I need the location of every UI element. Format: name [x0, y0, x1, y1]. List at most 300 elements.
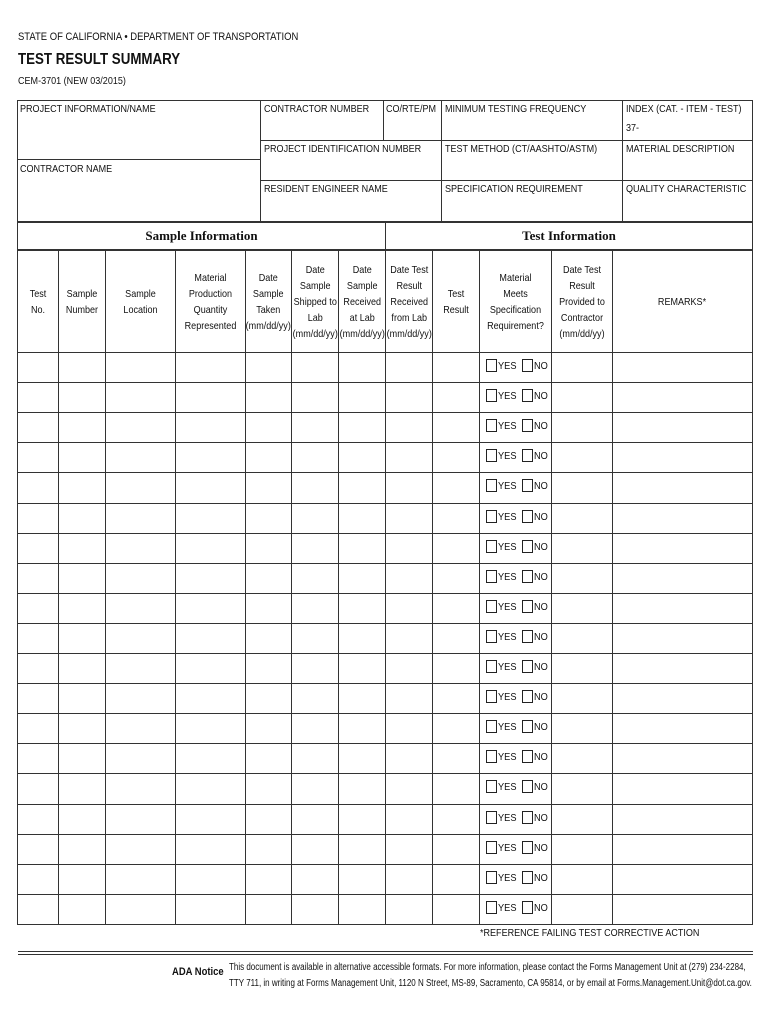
grid-cell-test-no[interactable]	[17, 623, 59, 654]
grid-cell-test-no[interactable]	[17, 894, 59, 925]
grid-cell-test-result[interactable]	[432, 864, 480, 895]
grid-cell-sample-location[interactable]	[105, 623, 176, 654]
grid-cell-sample-location[interactable]	[105, 773, 176, 805]
test-method-label: TEST METHOD (CT/AASHTO/ASTM)	[445, 143, 598, 155]
grid-cell-test-result[interactable]	[432, 352, 480, 383]
grid-cell-sample-number[interactable]	[58, 382, 106, 413]
yes-checkbox[interactable]	[486, 449, 497, 462]
grid-cell-date-sample-taken[interactable]	[245, 442, 292, 473]
grid-cell-date-received-lab[interactable]	[338, 773, 386, 805]
grid-cell-sample-number[interactable]	[58, 683, 106, 714]
grid-cell-material-quantity[interactable]	[175, 864, 246, 895]
grid-cell-test-no[interactable]	[17, 352, 59, 383]
grid-cell-sample-number[interactable]	[58, 352, 106, 383]
grid-cell-test-result[interactable]	[432, 834, 480, 865]
no-label: NO	[534, 901, 548, 914]
grid-cell-date-provided[interactable]	[551, 804, 613, 835]
no-checkbox[interactable]	[522, 389, 533, 402]
grid-cell-test-no[interactable]	[17, 563, 59, 594]
grid-cell-date-provided[interactable]	[551, 623, 613, 654]
spec-checkbox-group	[486, 841, 553, 854]
no-label: NO	[534, 871, 548, 884]
grid-cell-date-result-received[interactable]	[385, 864, 433, 895]
grid-cell-date-shipped[interactable]	[291, 503, 339, 534]
grid-cell-date-provided[interactable]	[551, 773, 613, 805]
grid-cell-sample-location[interactable]	[105, 683, 176, 714]
grid-cell-test-no[interactable]	[17, 472, 59, 504]
grid-cell-material-quantity[interactable]	[175, 743, 246, 774]
yes-checkbox[interactable]	[486, 479, 497, 492]
grid-cell-sample-location[interactable]	[105, 804, 176, 835]
grid-cell-sample-location[interactable]	[105, 382, 176, 413]
grid-cell-test-no[interactable]	[17, 442, 59, 473]
grid-cell-date-sample-taken[interactable]	[245, 472, 292, 504]
material-description-label: MATERIAL DESCRIPTION	[626, 143, 735, 155]
yes-label: YES	[498, 449, 517, 462]
no-label: NO	[534, 720, 548, 733]
grid-cell-date-result-received[interactable]	[385, 804, 433, 835]
grid-cell-test-no[interactable]	[17, 834, 59, 865]
grid-cell-material-quantity[interactable]	[175, 683, 246, 714]
min-testing-frequency-label: MINIMUM TESTING FREQUENCY	[445, 103, 587, 115]
no-checkbox[interactable]	[522, 510, 533, 523]
yes-checkbox[interactable]	[486, 570, 497, 583]
grid-cell-date-provided[interactable]	[551, 412, 613, 443]
grid-cell-date-sample-taken[interactable]	[245, 653, 292, 684]
grid-cell-remarks[interactable]	[612, 442, 753, 473]
grid-cell-date-sample-taken[interactable]	[245, 683, 292, 714]
no-checkbox[interactable]	[522, 780, 533, 793]
grid-cell-date-provided[interactable]	[551, 472, 613, 504]
grid-cell-sample-number[interactable]	[58, 563, 106, 594]
yes-label: YES	[498, 540, 517, 553]
grid-cell-date-result-received[interactable]	[385, 442, 433, 473]
col-sample-location: Sample Location	[105, 250, 176, 353]
grid-cell-sample-number[interactable]	[58, 894, 106, 925]
grid-cell-date-received-lab[interactable]	[338, 804, 386, 835]
grid-cell-material-quantity[interactable]	[175, 593, 246, 624]
grid-cell-remarks[interactable]	[612, 533, 753, 564]
no-checkbox[interactable]	[522, 660, 533, 673]
yes-checkbox[interactable]	[486, 660, 497, 673]
grid-cell-date-provided[interactable]	[551, 894, 613, 925]
yes-label: YES	[498, 630, 517, 643]
yes-checkbox[interactable]	[486, 841, 497, 854]
yes-label: YES	[498, 901, 517, 914]
grid-cell-sample-location[interactable]	[105, 834, 176, 865]
grid-cell-test-no[interactable]	[17, 412, 59, 443]
grid-cell-date-result-received[interactable]	[385, 773, 433, 805]
grid-cell-date-received-lab[interactable]	[338, 472, 386, 504]
grid-cell-date-result-received[interactable]	[385, 713, 433, 744]
grid-cell-remarks[interactable]	[612, 563, 753, 594]
grid-cell-material-quantity[interactable]	[175, 713, 246, 744]
grid-cell-sample-location[interactable]	[105, 503, 176, 534]
grid-cell-sample-number[interactable]	[58, 472, 106, 504]
no-label: NO	[534, 600, 548, 613]
no-checkbox[interactable]	[522, 720, 533, 733]
spec-checkbox-group	[486, 750, 553, 763]
yes-checkbox[interactable]	[486, 901, 497, 914]
grid-cell-date-shipped[interactable]	[291, 412, 339, 443]
grid-cell-test-result[interactable]	[432, 382, 480, 413]
no-checkbox[interactable]	[522, 901, 533, 914]
yes-label: YES	[498, 690, 517, 703]
grid-cell-date-shipped[interactable]	[291, 472, 339, 504]
grid-cell-test-result[interactable]	[432, 623, 480, 654]
grid-cell-remarks[interactable]	[612, 894, 753, 925]
grid-cell-material-quantity[interactable]	[175, 382, 246, 413]
grid-cell-date-received-lab[interactable]	[338, 503, 386, 534]
no-checkbox[interactable]	[522, 540, 533, 553]
grid-cell-date-sample-taken[interactable]	[245, 563, 292, 594]
grid-cell-test-result[interactable]	[432, 472, 480, 504]
grid-cell-sample-location[interactable]	[105, 653, 176, 684]
grid-cell-test-no[interactable]	[17, 743, 59, 774]
grid-cell-date-received-lab[interactable]	[338, 382, 386, 413]
no-checkbox[interactable]	[522, 690, 533, 703]
no-label: NO	[534, 811, 548, 824]
project-info-label: PROJECT INFORMATION/NAME	[20, 103, 156, 115]
grid-cell-remarks[interactable]	[612, 412, 753, 443]
grid-cell-material-quantity[interactable]	[175, 804, 246, 835]
grid-cell-sample-location[interactable]	[105, 894, 176, 925]
grid-cell-date-shipped[interactable]	[291, 352, 339, 383]
spec-checkbox-group	[486, 570, 553, 583]
grid-cell-date-shipped[interactable]	[291, 894, 339, 925]
grid-cell-date-sample-taken[interactable]	[245, 412, 292, 443]
grid-cell-date-received-lab[interactable]	[338, 352, 386, 383]
yes-checkbox[interactable]	[486, 871, 497, 884]
grid-cell-date-result-received[interactable]	[385, 834, 433, 865]
no-checkbox[interactable]	[522, 359, 533, 372]
grid-cell-test-no[interactable]	[17, 653, 59, 684]
grid-cell-test-result[interactable]	[432, 442, 480, 473]
yes-checkbox[interactable]	[486, 389, 497, 402]
grid-cell-date-sample-taken[interactable]	[245, 352, 292, 383]
grid-cell-sample-location[interactable]	[105, 442, 176, 473]
grid-cell-test-result[interactable]	[432, 563, 480, 594]
yes-checkbox[interactable]	[486, 600, 497, 613]
grid-cell-date-provided[interactable]	[551, 533, 613, 564]
col-date-shipped-to-lab: Date Sample Shipped to Lab (mm/dd/yy)	[291, 250, 339, 353]
grid-cell-material-quantity[interactable]	[175, 834, 246, 865]
no-label: NO	[534, 841, 548, 854]
no-checkbox[interactable]	[522, 419, 533, 432]
no-checkbox[interactable]	[522, 600, 533, 613]
reference-note: *REFERENCE FAILING TEST CORRECTIVE ACTION	[480, 927, 700, 939]
no-label: NO	[534, 660, 548, 673]
grid-cell-date-result-received[interactable]	[385, 503, 433, 534]
grid-cell-date-sample-taken[interactable]	[245, 593, 292, 624]
grid-cell-date-sample-taken[interactable]	[245, 743, 292, 774]
grid-cell-date-result-received[interactable]	[385, 533, 433, 564]
no-checkbox[interactable]	[522, 630, 533, 643]
grid-cell-remarks[interactable]	[612, 653, 753, 684]
grid-cell-date-provided[interactable]	[551, 834, 613, 865]
grid-cell-test-no[interactable]	[17, 683, 59, 714]
grid-cell-sample-location[interactable]	[105, 472, 176, 504]
yes-checkbox[interactable]	[486, 811, 497, 824]
yes-checkbox[interactable]	[486, 750, 497, 763]
grid-cell-date-sample-taken[interactable]	[245, 864, 292, 895]
grid-cell-remarks[interactable]	[612, 834, 753, 865]
grid-cell-remarks[interactable]	[612, 503, 753, 534]
grid-cell-sample-number[interactable]	[58, 653, 106, 684]
grid-cell-test-result[interactable]	[432, 773, 480, 805]
grid-cell-date-result-received[interactable]	[385, 653, 433, 684]
grid-cell-remarks[interactable]	[612, 804, 753, 835]
grid-cell-date-shipped[interactable]	[291, 593, 339, 624]
grid-cell-date-result-received[interactable]	[385, 623, 433, 654]
grid-cell-test-no[interactable]	[17, 382, 59, 413]
grid-cell-sample-location[interactable]	[105, 533, 176, 564]
grid-cell-date-received-lab[interactable]	[338, 683, 386, 714]
grid-cell-date-sample-taken[interactable]	[245, 894, 292, 925]
yes-label: YES	[498, 780, 517, 793]
grid-cell-material-quantity[interactable]	[175, 352, 246, 383]
grid-cell-sample-number[interactable]	[58, 442, 106, 473]
grid-cell-date-result-received[interactable]	[385, 593, 433, 624]
no-label: NO	[534, 479, 548, 492]
grid-cell-test-result[interactable]	[432, 503, 480, 534]
no-label: NO	[534, 389, 548, 402]
spec-checkbox-group	[486, 600, 553, 613]
grid-cell-material-quantity[interactable]	[175, 653, 246, 684]
grid-cell-sample-location[interactable]	[105, 864, 176, 895]
grid-cell-sample-number[interactable]	[58, 834, 106, 865]
grid-cell-date-sample-taken[interactable]	[245, 834, 292, 865]
grid-cell-date-shipped[interactable]	[291, 533, 339, 564]
grid-cell-date-result-received[interactable]	[385, 412, 433, 443]
grid-cell-date-sample-taken[interactable]	[245, 804, 292, 835]
grid-cell-sample-number[interactable]	[58, 593, 106, 624]
yes-checkbox[interactable]	[486, 630, 497, 643]
no-label: NO	[534, 690, 548, 703]
grid-cell-material-quantity[interactable]	[175, 773, 246, 805]
grid-cell-remarks[interactable]	[612, 864, 753, 895]
grid-cell-date-sample-taken[interactable]	[245, 623, 292, 654]
spec-checkbox-group	[486, 449, 553, 462]
grid-cell-test-no[interactable]	[17, 503, 59, 534]
grid-cell-date-provided[interactable]	[551, 442, 613, 473]
grid-cell-remarks[interactable]	[612, 352, 753, 383]
grid-cell-date-shipped[interactable]	[291, 623, 339, 654]
col-material-quantity: Material Production Quantity Represented	[175, 250, 246, 353]
yes-checkbox[interactable]	[486, 419, 497, 432]
grid-cell-date-result-received[interactable]	[385, 382, 433, 413]
grid-cell-sample-number[interactable]	[58, 804, 106, 835]
grid-cell-test-result[interactable]	[432, 894, 480, 925]
grid-cell-test-result[interactable]	[432, 743, 480, 774]
grid-cell-remarks[interactable]	[612, 743, 753, 774]
col-test-result: Test Result	[432, 250, 480, 353]
grid-cell-remarks[interactable]	[612, 382, 753, 413]
grid-cell-test-result[interactable]	[432, 804, 480, 835]
grid-cell-date-provided[interactable]	[551, 743, 613, 774]
grid-cell-date-provided[interactable]	[551, 864, 613, 895]
grid-cell-date-result-received[interactable]	[385, 563, 433, 594]
no-checkbox[interactable]	[522, 841, 533, 854]
grid-cell-date-shipped[interactable]	[291, 743, 339, 774]
spec-requirement-label: SPECIFICATION REQUIREMENT	[445, 183, 583, 195]
grid-cell-date-shipped[interactable]	[291, 804, 339, 835]
grid-cell-date-received-lab[interactable]	[338, 713, 386, 744]
grid-cell-remarks[interactable]	[612, 683, 753, 714]
grid-cell-date-shipped[interactable]	[291, 713, 339, 744]
grid-cell-date-shipped[interactable]	[291, 442, 339, 473]
grid-cell-date-received-lab[interactable]	[338, 623, 386, 654]
grid-cell-sample-location[interactable]	[105, 593, 176, 624]
grid-cell-sample-location[interactable]	[105, 563, 176, 594]
no-label: NO	[534, 540, 548, 553]
grid-cell-date-provided[interactable]	[551, 653, 613, 684]
grid-cell-sample-number[interactable]	[58, 743, 106, 774]
grid-cell-date-received-lab[interactable]	[338, 563, 386, 594]
col-remarks: REMARKS*	[612, 250, 753, 353]
grid-cell-test-no[interactable]	[17, 864, 59, 895]
spec-checkbox-group	[486, 630, 553, 643]
grid-cell-date-received-lab[interactable]	[338, 834, 386, 865]
grid-cell-date-provided[interactable]	[551, 503, 613, 534]
grid-cell-sample-number[interactable]	[58, 623, 106, 654]
spec-checkbox-group	[486, 780, 553, 793]
col-test-no: Test No.	[17, 250, 59, 353]
grid-cell-date-received-lab[interactable]	[338, 412, 386, 443]
yes-checkbox[interactable]	[486, 780, 497, 793]
grid-cell-test-result[interactable]	[432, 412, 480, 443]
resident-engineer-label: RESIDENT ENGINEER NAME	[264, 183, 388, 195]
grid-cell-date-received-lab[interactable]	[338, 653, 386, 684]
yes-checkbox[interactable]	[486, 690, 497, 703]
grid-cell-test-result[interactable]	[432, 713, 480, 744]
grid-cell-sample-location[interactable]	[105, 352, 176, 383]
yes-checkbox[interactable]	[486, 510, 497, 523]
grid-cell-material-quantity[interactable]	[175, 623, 246, 654]
grid-cell-remarks[interactable]	[612, 773, 753, 805]
test-information-header: Test Information	[385, 222, 753, 250]
grid-cell-sample-location[interactable]	[105, 743, 176, 774]
no-checkbox[interactable]	[522, 871, 533, 884]
grid-cell-test-result[interactable]	[432, 533, 480, 564]
grid-cell-sample-number[interactable]	[58, 713, 106, 744]
grid-cell-test-no[interactable]	[17, 593, 59, 624]
no-checkbox[interactable]	[522, 811, 533, 824]
yes-label: YES	[498, 479, 517, 492]
grid-cell-date-shipped[interactable]	[291, 683, 339, 714]
grid-cell-date-provided[interactable]	[551, 683, 613, 714]
grid-cell-remarks[interactable]	[612, 713, 753, 744]
grid-cell-date-received-lab[interactable]	[338, 894, 386, 925]
grid-cell-test-no[interactable]	[17, 804, 59, 835]
col-date-received-at-lab: Date Sample Received at Lab (mm/dd/yy)	[338, 250, 386, 353]
no-label: NO	[534, 359, 548, 372]
grid-cell-material-quantity[interactable]	[175, 412, 246, 443]
grid-cell-sample-number[interactable]	[58, 864, 106, 895]
contractor-number-label: CONTRACTOR NUMBER	[264, 103, 370, 115]
grid-cell-material-quantity[interactable]	[175, 503, 246, 534]
grid-cell-date-received-lab[interactable]	[338, 743, 386, 774]
yes-checkbox[interactable]	[486, 540, 497, 553]
grid-cell-date-result-received[interactable]	[385, 683, 433, 714]
grid-cell-material-quantity[interactable]	[175, 472, 246, 504]
grid-cell-sample-number[interactable]	[58, 773, 106, 805]
grid-cell-date-sample-taken[interactable]	[245, 773, 292, 805]
grid-cell-material-quantity[interactable]	[175, 894, 246, 925]
yes-checkbox[interactable]	[486, 359, 497, 372]
contractor-name-label: CONTRACTOR NAME	[20, 163, 113, 175]
no-checkbox[interactable]	[522, 449, 533, 462]
grid-cell-sample-number[interactable]	[58, 533, 106, 564]
yes-label: YES	[498, 510, 517, 523]
grid-cell-sample-number[interactable]	[58, 503, 106, 534]
grid-cell-date-shipped[interactable]	[291, 382, 339, 413]
grid-cell-test-no[interactable]	[17, 533, 59, 564]
spec-checkbox-group	[486, 389, 553, 402]
grid-cell-date-provided[interactable]	[551, 593, 613, 624]
spec-checkbox-group	[486, 540, 553, 553]
grid-cell-date-shipped[interactable]	[291, 563, 339, 594]
grid-cell-material-quantity[interactable]	[175, 563, 246, 594]
grid-cell-sample-number[interactable]	[58, 412, 106, 443]
grid-cell-test-result[interactable]	[432, 683, 480, 714]
col-date-provided-contractor: Date Test Result Provided to Contractor (mm/dd/yy)	[551, 250, 613, 353]
spec-checkbox-group	[486, 901, 553, 914]
grid-cell-remarks[interactable]	[612, 593, 753, 624]
grid-cell-date-shipped[interactable]	[291, 864, 339, 895]
grid-cell-date-result-received[interactable]	[385, 743, 433, 774]
grid-cell-date-provided[interactable]	[551, 713, 613, 744]
no-checkbox[interactable]	[522, 479, 533, 492]
grid-cell-test-no[interactable]	[17, 773, 59, 805]
grid-cell-date-shipped[interactable]	[291, 653, 339, 684]
grid-cell-remarks[interactable]	[612, 472, 753, 504]
ada-notice-label: ADA Notice	[172, 966, 224, 978]
no-label: NO	[534, 449, 548, 462]
grid-cell-test-result[interactable]	[432, 593, 480, 624]
no-label: NO	[534, 570, 548, 583]
grid-cell-date-shipped[interactable]	[291, 834, 339, 865]
grid-cell-date-provided[interactable]	[551, 382, 613, 413]
grid-cell-date-received-lab[interactable]	[338, 864, 386, 895]
no-checkbox[interactable]	[522, 570, 533, 583]
grid-cell-date-shipped[interactable]	[291, 773, 339, 805]
grid-cell-date-received-lab[interactable]	[338, 442, 386, 473]
grid-cell-date-result-received[interactable]	[385, 352, 433, 383]
no-label: NO	[534, 780, 548, 793]
grid-cell-material-quantity[interactable]	[175, 442, 246, 473]
grid-cell-date-sample-taken[interactable]	[245, 713, 292, 744]
grid-cell-date-received-lab[interactable]	[338, 533, 386, 564]
grid-cell-sample-location[interactable]	[105, 713, 176, 744]
grid-cell-date-result-received[interactable]	[385, 472, 433, 504]
no-checkbox[interactable]	[522, 750, 533, 763]
grid-cell-material-quantity[interactable]	[175, 533, 246, 564]
grid-cell-date-sample-taken[interactable]	[245, 382, 292, 413]
co-rte-pm-label: CO/RTE/PM	[386, 103, 437, 115]
grid-cell-test-result[interactable]	[432, 653, 480, 684]
grid-cell-date-result-received[interactable]	[385, 894, 433, 925]
yes-checkbox[interactable]	[486, 720, 497, 733]
grid-cell-sample-location[interactable]	[105, 412, 176, 443]
grid-cell-remarks[interactable]	[612, 623, 753, 654]
grid-cell-test-no[interactable]	[17, 713, 59, 744]
grid-cell-date-sample-taken[interactable]	[245, 533, 292, 564]
grid-cell-date-sample-taken[interactable]	[245, 503, 292, 534]
grid-cell-date-provided[interactable]	[551, 352, 613, 383]
grid-cell-date-provided[interactable]	[551, 563, 613, 594]
grid-cell-date-received-lab[interactable]	[338, 593, 386, 624]
